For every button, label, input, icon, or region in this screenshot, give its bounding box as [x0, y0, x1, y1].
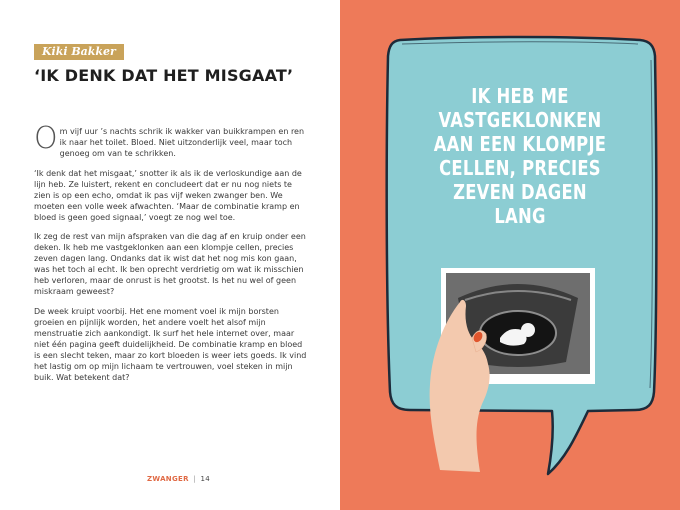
author-badge: Kiki Bakker: [34, 44, 124, 60]
article-headline: ‘IK DENK DAT HET MISGAAT’: [34, 66, 294, 85]
paragraph-1: [34, 121, 310, 159]
speech-bubble-illustration: [340, 0, 680, 510]
footer-separator: |: [193, 475, 196, 483]
paragraph-3: Ik zeg de rest van mijn afspraken van die dag af en kruip onder een deken. Ik heb me vastgeklonken aan een klompje cellen, precies zeven dagen lang. Ondanks dat ik wist dat het nog mis kon gaan, was het toch al echt. Ik ben oprecht verdrietig om wat ik misschien heb verloren, maar de onrust is het grootst. Is het nu wel of geen miskraam geweest?: [34, 232, 306, 296]
paragraph-1-text: m vijf uur ’s nachts schrik ik wakker van buikkrampen en ren ik naar het toilet. Bloed. Niet uitzonderlijk veel, maar toch genoeg om van te schrikken.: [59, 127, 305, 158]
footer-brand: ZWANGER: [147, 475, 189, 483]
page-footer: [147, 475, 210, 483]
pull-quote: IK HEB ME VASTGEKLONKEN AAN EEN KLOMPJE CELLEN, PRECIES ZEVEN DAGEN LANG: [433, 84, 607, 228]
paragraph-2: ‘Ik denk dat het misgaat,’ snotter ik als ik de verloskundige aan de lijn heb. Ze luistert, rekent en concludeert dat er nu nog niets te zien is op een echo, omdat ik pas vijf weken zwanger ben. We moeten een volle week afwachten. ‘Maar de combinatie kramp en bloed is geen goed signaal,’ voegt ze nog wel toe.: [34, 168, 302, 222]
right-page: [340, 0, 680, 510]
article-body: [34, 121, 310, 391]
page-number: 14: [200, 475, 211, 483]
dropcap: O: [34, 121, 58, 156]
paragraph-4: De week kruipt voorbij. Het ene moment voel ik mijn borsten groeien en pijnlijk worden, het andere voelt het alsof mijn menstruatie zich aankondigt. Ik surf het hele internet over, maar niet één pagina geeft duidelijkheid. De combinatie kramp en bloed is een slecht teken, maar zo kort bloeden is weer iets goeds. Ik vind het lastig om op mijn lichaam te vertrouwen, voel steken in mijn buik. Wat betekent dat?: [34, 306, 307, 382]
